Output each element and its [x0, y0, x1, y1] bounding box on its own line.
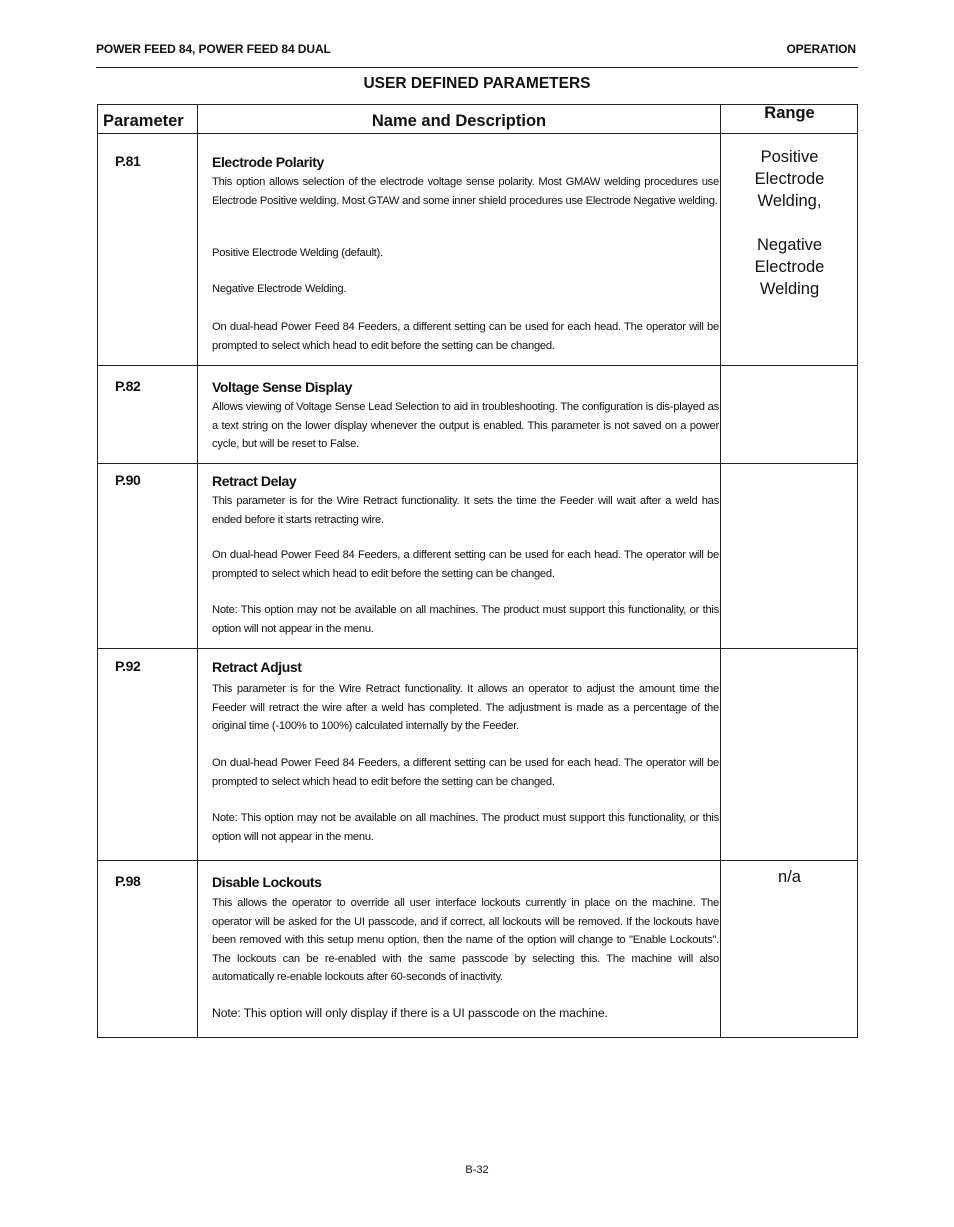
table-border-bottom [97, 1037, 858, 1038]
parameter-description: This parameter is for the Wire Retract functionality. It sets the time the Feeder will wait after a weld has ended before it starts retracting wire. [212, 495, 719, 526]
parameter-note: On dual-head Power Feed 84 Feeders, a different setting can be used for each head. The operator will be prompted to select which head to edit before the setting can be changed. [212, 757, 719, 788]
range-line: Electrode [754, 258, 825, 276]
parameter-note: On dual-head Power Feed 84 Feeders, a different setting can be used for each head. The operator will be prompted to select which head to edit before the setting can be changed. [212, 321, 719, 352]
range-line: Negative [756, 236, 823, 254]
parameter-note: On dual-head Power Feed 84 Feeders, a different setting can be used for each head. The operator will be prompted to select which head to edit before the setting can be changed. [212, 549, 719, 580]
page-title: USER DEFINED PARAMETERS [363, 75, 591, 92]
parameter-code: P.92 [115, 658, 141, 674]
column-header-range: Range [764, 104, 815, 122]
parameter-code: P.98 [115, 873, 141, 889]
parameter-note: Note: This option may not be available on all machines. The product must support this functionality, or this option will not appear in the menu. [212, 812, 719, 843]
parameter-description: This allows the operator to override all user interface lockouts currently in place on the machine. The operator will be asked for the UI passcode, and if correct, all lockouts will be removed. If the lockouts have been removed with this setup menu option, then the name of the option will change to "Enable Lockouts". The lockouts can be re-enabled with the same passcode by selecting this. The machine will also automatically re-enable lockouts after 60-seconds of inactivity. [212, 897, 719, 983]
page-number: B-32 [465, 1164, 489, 1176]
table-border-left [97, 104, 98, 1038]
range-line: Welding [759, 280, 820, 298]
parameter-code: P.82 [115, 378, 141, 394]
row-divider [97, 860, 858, 861]
parameter-name: Disable Lockouts [212, 874, 322, 890]
parameter-name: Electrode Polarity [212, 154, 324, 170]
range-line: Electrode [754, 170, 825, 188]
row-divider [97, 365, 858, 366]
row-divider [97, 463, 858, 464]
parameter-description: Allows viewing of Voltage Sense Lead Selection to aid in troubleshooting. The configuration is dis-played as a text string on the lower display whenever the output is enabled. This parameter is not saved on a power cycle, but will be reset to False. [212, 401, 719, 450]
parameter-name: Retract Delay [212, 473, 297, 489]
range-gap [721, 212, 858, 234]
column-divider-1 [197, 104, 198, 1038]
range-line: Welding, [757, 192, 822, 210]
parameter-code: P.81 [115, 153, 141, 169]
parameter-name: Voltage Sense Display [212, 379, 352, 395]
option-negative: Negative Electrode Welding. [212, 283, 347, 295]
header-rule [96, 67, 858, 68]
option-positive: Positive Electrode Welding (default). [212, 247, 383, 259]
header-row-divider [97, 133, 858, 134]
parameter-name: Retract Adjust [212, 659, 302, 675]
row-divider [97, 648, 858, 649]
column-header-name-description: Name and Description [371, 112, 547, 130]
running-header-title: POWER FEED 84, POWER FEED 84 DUAL [96, 42, 331, 56]
parameters-table [97, 104, 858, 1038]
column-header-parameter: Parameter [103, 112, 184, 130]
parameter-description: This parameter is for the Wire Retract functionality. It allows an operator to adjust the amount time the Feeder will retract the wire after a weld has completed. The adjustment is made as a percentage of the original time (-100% to 100%) calculated internally by the Feeder. [212, 683, 719, 732]
parameter-note: Note: This option may not be available on all machines. The product must support this functionality, or this option will not appear in the menu. [212, 604, 719, 635]
parameter-description: This option allows selection of the electrode voltage sense polarity. Most GMAW welding procedures use Electrode Positive welding. Most GTAW and some inner shield procedures use Electrode Negative welding. [212, 176, 719, 207]
parameter-note: Note: This option will only display if there is a UI passcode on the machine. [212, 1006, 608, 1020]
range-value: n/a [778, 868, 801, 886]
parameter-code: P.90 [115, 472, 141, 488]
running-header-section: OPERATION [786, 42, 856, 56]
range-line: Positive [760, 148, 819, 166]
range-value [721, 146, 858, 300]
